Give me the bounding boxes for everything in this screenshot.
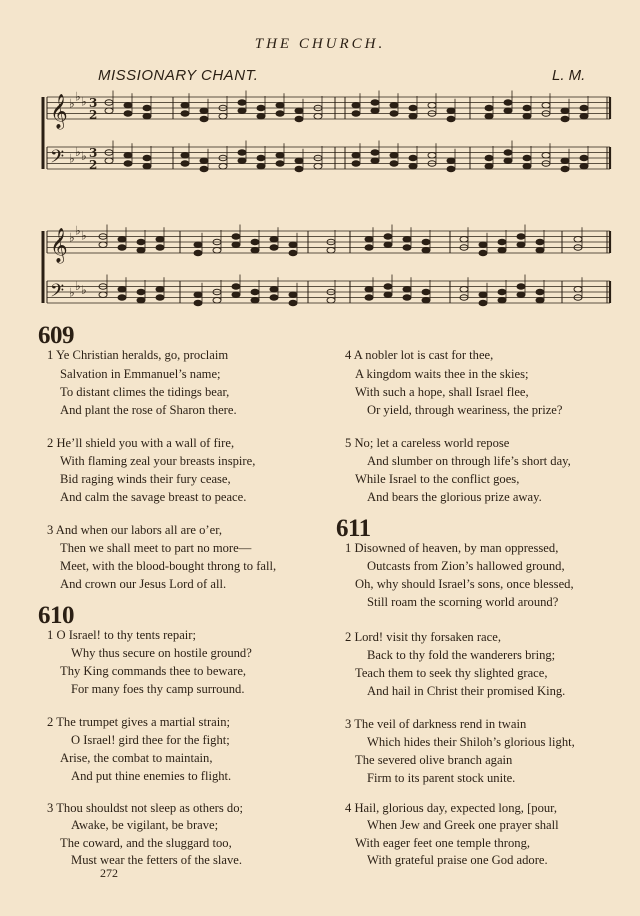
note-head [384,292,392,298]
note-head [498,297,506,303]
note-head [498,239,506,245]
note-head [257,113,265,119]
note-head [580,105,588,111]
verse-line: O Israel! gird thee for the fight; [71,733,230,747]
verse-line: And put thine enemies to flight. [71,769,232,783]
note-head [181,111,189,117]
running-head: THE CHURCH. [254,36,386,52]
note-head [143,113,151,119]
note-head [276,111,284,117]
note-head [479,250,487,256]
note-head [371,150,379,156]
note-head [156,245,164,251]
note-head [517,242,525,248]
note-head [270,245,278,251]
note-head [422,247,430,253]
note-head [257,105,265,111]
note-head [270,295,278,301]
note-head [561,166,569,172]
note-head [352,152,360,158]
note-head [390,161,398,167]
note-head [314,163,322,169]
note-head [352,111,360,117]
verse-line: With flaming zeal your breasts inspire, [60,454,256,468]
note-head [365,236,373,242]
note-head [523,155,531,161]
note-head [213,297,221,303]
note-head [143,155,151,161]
note-head [143,105,151,111]
verse-line: 1 O Israel! to thy tents repair; [47,628,196,642]
flat-sign: ♭ [69,285,75,300]
note-head [314,113,322,119]
note-head [384,284,392,290]
note-head [580,113,588,119]
note-head [295,158,303,164]
verse-line: Must wear the fetters of the slave. [71,853,243,867]
note-head [327,247,335,253]
note-head [561,108,569,114]
note-head [574,236,582,242]
note-head [219,163,227,169]
note-head [194,250,202,256]
flat-sign: ♭ [75,278,81,293]
verse-line: Thy King commands thee to beware, [60,664,247,678]
verse-line: Awake, be vigilant, be brave; [71,818,219,832]
note-head [384,234,392,240]
note-head [137,239,145,245]
note-head [276,102,284,108]
note-head [422,239,430,245]
note-head [352,161,360,167]
verse-line: To distant climes the tidings bear, [60,385,230,399]
verse-line: Or yield, through weariness, the prize? [367,403,563,417]
verse-line: Salvation in Emmanuel’s name; [60,367,221,381]
note-head [289,300,297,306]
note-head [232,234,240,240]
note-head [200,166,208,172]
verse-line: And plant the rose of Sharon there. [60,403,237,417]
note-head [295,166,303,172]
note-head [536,289,544,295]
note-head [517,234,525,240]
note-head [403,295,411,301]
note-head [447,166,455,172]
note-head [194,300,202,306]
verse-line: Teach them to seek thy slighted grace, [355,666,548,680]
verse-line: Why thus secure on hostile ground? [71,646,252,660]
flat-sign: ♭ [69,151,75,166]
note-head [485,105,493,111]
note-head [181,152,189,158]
note-head [580,155,588,161]
verse-line: The coward, and the sluggard too, [60,836,232,850]
note-head [504,100,512,106]
verse-line: 2 The trumpet gives a martial strain; [47,715,231,729]
note-head [460,236,468,242]
note-head [498,289,506,295]
verse-line: While Israel to the conflict goes, [355,472,520,486]
verse-line: Which hides their Shiloh’s glorious light, [367,735,575,749]
verse-line: Outcasts from Zion’s hallowed ground, [367,559,565,573]
time-signature: 3 [89,96,98,110]
hymn-number: 611 [336,515,371,542]
note-head [390,152,398,158]
note-head [238,108,246,114]
note-head [580,163,588,169]
note-head [232,284,240,290]
note-head [479,292,487,298]
note-head [523,105,531,111]
note-head [137,297,145,303]
verse-line: And calm the savage breast to peace. [60,490,247,504]
time-signature: 2 [89,158,98,172]
note-head [194,242,202,248]
verse-line: With grateful praise one God adore. [367,853,548,867]
verse-line: 5 No; let a careless world repose [345,436,510,450]
note-head [422,289,430,295]
note-head [295,108,303,114]
verse-line: 4 A nobler lot is cast for thee, [345,348,494,362]
note-head [403,236,411,242]
note-head [251,289,259,295]
verse-line: And slumber on through life’s short day, [367,454,571,468]
flat-sign: ♭ [75,89,81,104]
flat-sign: ♭ [81,149,87,164]
note-head [365,295,373,301]
flat-sign: ♭ [75,223,81,238]
note-head [447,116,455,122]
note-head [422,297,430,303]
note-head [542,102,550,108]
note-head [498,247,506,253]
note-head [118,295,126,301]
verse-line: Oh, why should Israel’s sons, once blessed, [355,577,574,591]
note-head [479,300,487,306]
note-head [99,292,107,298]
note-head [561,158,569,164]
note-head [327,297,335,303]
verse-line: The severed olive branch again [355,753,513,767]
verse-line: 3 The veil of darkness rend in twain [345,717,527,731]
bass-clef: 𝄢 [50,281,65,306]
note-head [295,116,303,122]
verse-line: Arise, the combat to maintain, [60,751,213,765]
note-head [118,286,126,292]
verse-line: Still roam the scorning world around? [367,595,559,609]
note-head [409,155,417,161]
note-head [536,247,544,253]
note-head [232,242,240,248]
note-head [485,155,493,161]
bass-clef: 𝄢 [50,147,65,172]
flat-sign: ♭ [81,228,87,243]
verse-line: 2 Lord! visit thy forsaken race, [345,630,501,644]
note-head [124,102,132,108]
verse-line: Bid raging winds their fury cease, [60,472,231,486]
verse-line: 3 And when our labors all are o’er, [47,523,223,537]
note-head [485,163,493,169]
note-head [485,113,493,119]
verse-line: And hail in Christ their promised King. [367,684,566,698]
note-head [371,108,379,114]
note-head [124,111,132,117]
note-head [124,161,132,167]
verse-line: For many foes thy camp surround. [71,682,245,696]
note-head [251,247,259,253]
note-head [428,102,436,108]
note-head [156,236,164,242]
note-head [447,158,455,164]
note-head [276,161,284,167]
time-signature: 2 [89,108,98,122]
note-head [99,242,107,248]
note-head [523,163,531,169]
verse-line: When Jew and Greek one prayer shall [367,818,559,832]
note-head [523,113,531,119]
note-head [561,116,569,122]
note-head [156,295,164,301]
flat-sign: ♭ [81,94,87,109]
hymn-number: 610 [38,602,74,629]
note-head [238,100,246,106]
note-head [352,102,360,108]
note-head [504,108,512,114]
note-head [517,292,525,298]
page-number: 272 [100,866,118,880]
verse-line: And bears the glorious prize away. [367,490,542,504]
note-head [409,105,417,111]
note-head [504,158,512,164]
note-head [219,113,227,119]
verse-line: With eager feet one temple throng, [355,836,531,850]
note-head [504,150,512,156]
verse-line: 1 Ye Christian heralds, go, proclaim [47,348,229,362]
verse-line: A kingdom waits thee in the skies; [355,367,529,381]
note-head [194,292,202,298]
treble-clef: 𝄞 [50,94,68,129]
note-head [213,247,221,253]
note-head [536,239,544,245]
note-head [409,113,417,119]
note-head [251,239,259,245]
time-signature: 3 [89,146,98,160]
note-head [371,100,379,106]
verse-line: Back to thy fold the wanderers bring; [367,648,556,662]
note-head [289,292,297,298]
note-head [257,163,265,169]
note-head [276,152,284,158]
note-head [390,102,398,108]
note-head [143,163,151,169]
note-head [365,245,373,251]
note-head [536,297,544,303]
note-head [428,152,436,158]
note-head [257,155,265,161]
note-head [409,163,417,169]
verse-line: With such a hope, shall Israel flee, [355,385,529,399]
note-head [156,286,164,292]
hymn-number: 609 [38,322,74,349]
note-head [371,158,379,164]
note-head [251,297,259,303]
note-head [517,284,525,290]
flat-sign: ♭ [69,230,75,245]
flat-sign: ♭ [75,144,81,159]
note-head [105,158,113,164]
note-head [270,236,278,242]
note-head [200,108,208,114]
meter: L. M. [552,67,586,84]
note-head [200,158,208,164]
note-head [118,245,126,251]
note-head [105,108,113,114]
verse-line: Then we shall meet to part no more— [60,541,252,555]
verse-line: 4 Hail, glorious day, expected long, [pour, [345,801,558,815]
note-head [384,242,392,248]
note-head [232,292,240,298]
verse-line: Firm to its parent stock unite. [367,771,516,785]
verse-line: 3 Thou shouldst not sleep as others do; [47,801,244,815]
tune-name: MISSIONARY CHANT. [98,67,259,84]
treble-clef: 𝄞 [50,228,68,263]
note-head [289,250,297,256]
note-head [447,108,455,114]
note-head [238,158,246,164]
verse-line: 2 He’ll shield you with a wall of fire, [47,436,235,450]
note-head [124,152,132,158]
verse-line: And crown our Jesus Lord of all. [60,577,227,591]
note-head [574,286,582,292]
note-head [460,286,468,292]
flat-sign: ♭ [81,283,87,298]
flat-sign: ♭ [69,96,75,111]
note-head [542,152,550,158]
verse-line: Meet, with the blood-bought throng to fall, [60,559,277,573]
note-head [403,245,411,251]
note-head [390,111,398,117]
note-head [181,161,189,167]
note-head [137,289,145,295]
note-head [479,242,487,248]
note-head [137,247,145,253]
note-head [289,242,297,248]
note-head [200,116,208,122]
note-head [270,286,278,292]
music-notation [0,0,640,330]
note-head [238,150,246,156]
verse-line: 1 Disowned of heaven, by man oppressed, [345,541,559,555]
note-head [118,236,126,242]
note-head [403,286,411,292]
note-head [181,102,189,108]
note-head [365,286,373,292]
